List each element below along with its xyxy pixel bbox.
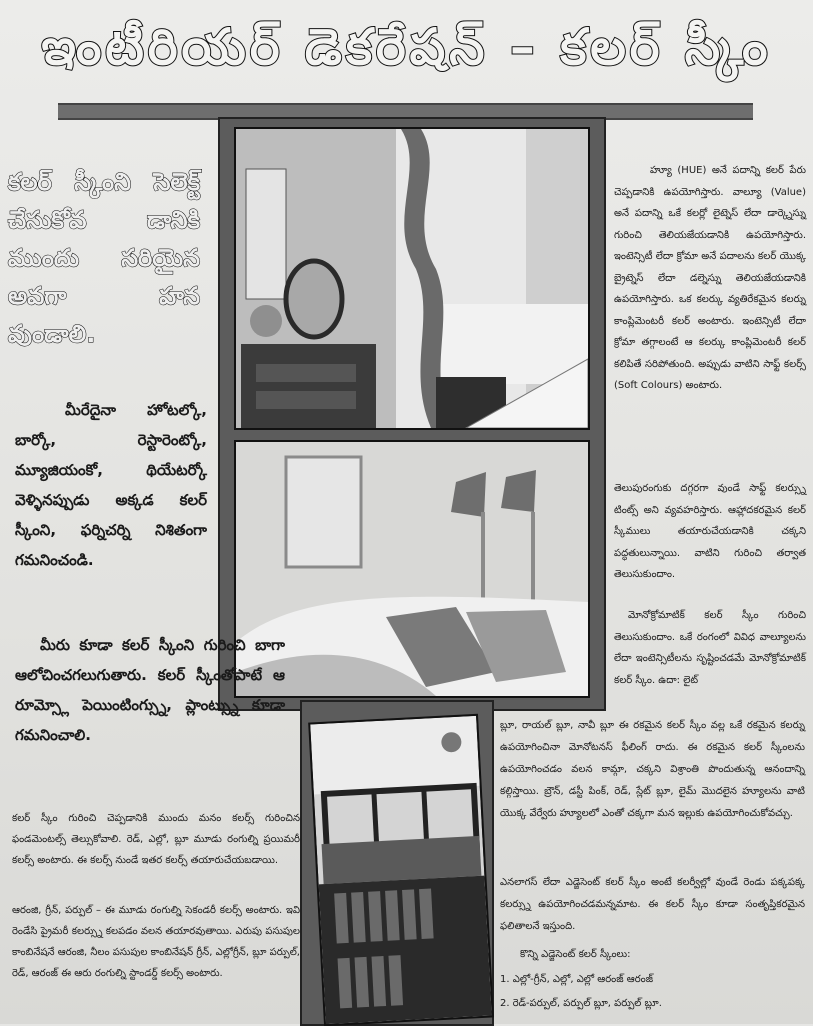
page-title: ఇంటీరియర్ డెకరేషన్ – కలర్ స్కీం: [41, 18, 772, 76]
left-small-paragraph-1: కలర్ స్కీం గురించి చెప్పడానికి ముందు మనం కలర్స్ గురించిన ఫండమెంటల్స్ తెల్సుకోవాలి. రెడ్, ఎల్లో, బ్లూ మూడు రంగుల్ని ప్రయిమరీ కలర్స్ అంటారు. ఈ కలర్స్ నుండే ఇతర కలర్స్ తయారుచేయబడాయి.: [12, 813, 300, 866]
left-small-paragraph-2: ఆరంజి, గ్రీన్, పర్పుల్ – ఈ మూడు రంగుల్ని సెకండరీ కలర్స్ అంటారు. ఇవి రెండేసి ప్రైమరీ కలర్స్ను కలపడం వలన తయారవుతాయి. ఎరుపు పసుపుల కాంబినేషనే ఆరంజి, నీలం పసుపుల కాంబినేషన్ గ్రీన్, ఎల్లోగ్రీన్, బ్లూ పర్పుల్, రెడ్, ఆరంజ్ ఈ ఆరు రంగుల్ని స్టాండర్డ్ కలర్స్ అంటారు.: [12, 905, 300, 979]
right-paragraph-1: హ్యూ (HUE) అనే పదాన్ని కలర్ పేరు చెప్పడానికి ఉపయోగిస్తారు. వాల్యూ (Value) అనే పదాన్ని ఒకే కలర్లో లైట్నెస్ లేదా డార్క్నెస్ను గురించి తెలియజేయడానికి ఉపయోగిస్తారు. ఇంటెన్సిటీ లేదా క్రోమా అనే పదాలను కలర్ యొక్క బ్రైట్నెస్ లేదా డల్నెస్ను తెలియజేయడానికి ఉపయోగిస్తారు. ఒక కలర్కు వ్యతిరేకమైన కలర్ను కాంప్లిమెంటరీ కలర్ అంటారు. ఇంటెన్సిటీ లేదా క్రోమా తగ్గాలంటే ఆ కలర్కు కాంప్లిమెంటరీ కలర్ కలిపితే సరిపోతుంది. అప్పుడు వాటిని సాఫ్ట్ కలర్స్ (Soft Colours) అంటారు.: [614, 165, 806, 391]
bottom-right-paragraph-2: ఎనలాగస్ లేదా ఎడ్జెసెంట్ కలర్ స్కీం అంటే కలర్వీల్లో వుండే రెండు పక్కపక్క కలర్స్ను ఉపయోగించడమన్నమాట. ఈ కలర్ స్కీం కూడా సంతృప్తికరమైన ఫలితాలనే ఇస్తుంది.: [500, 877, 805, 932]
list-item: 2. రెడ్-పర్పుల్, పర్పుల్ బ్లూ, పర్పుల్ బ్లూ.: [500, 998, 662, 1009]
lead-paragraph: కలర్ స్కీంని సెలెక్ట్ చేసుకోవ డానికి ముందు సరియైన అవగా హన వుండాలి.: [8, 168, 200, 348]
list-item: 1. ఎల్లో-గ్రీన్, ఎల్లో, ఎల్లో ఆరంజ్ ఆరంజ్: [500, 974, 654, 985]
left-paragraph-1: మీరేదైనా హోటల్కో, బార్కో, రెస్టారెంట్కో, మ్యూజియంకో, థియేటర్కో వెళ్ళినప్పుడు అక్కడ కలర్ స్కీంని, ఫర్నిచర్ని నిశితంగా గమనించండి.: [15, 401, 207, 569]
right-paragraph-2: తెలుపురంగుకు దగ్గరగా వుండే సాఫ్ట్ కలర్స్ను టింట్స్ అని వ్యవహరిస్తారు. ఆహ్లాదకరమైన కలర్ స్కీములు తయారుచేయడానికి చక్కని పద్ధతులున్నాయి. వాటిని గురించి తర్వాత తెలుసుకుందాం.: [614, 483, 806, 580]
bottom-right-paragraph-1: బ్లూ, రాయల్ బ్లూ, నావీ బ్లూ ఈ రకమైన కలర్ స్కీం వల్ల ఒకే రకమైన కలర్ను ఉపయోగించినా మోనోటనస్ ఫీలింగ్ రాదు. ఈ రకమైన కలర్ స్కీంలను ఉపయోగించడం వలన కామ్గా, చక్కని విశ్రాంతి పొందుతున్న ఆనందాన్ని కల్గిస్తాయి. బ్రౌన్, డస్టీ పింక్, రెడ్, స్లేట్ బ్లూ, లైమ్ మొదలైన హ్యూలను వాటి యొక్క వేర్వేరు హ్యూలలో ఎంతో చక్కగా మన ఇల్లుకు ఉపయోగించుకోవచ్చు.: [500, 720, 805, 819]
adjacent-schemes-heading: కొన్ని ఎడ్జెసెంట్ కలర్ స్కీంలు:: [520, 949, 631, 960]
bed-photo: [234, 440, 590, 698]
right-paragraph-3: మోనోక్రోమాటిక్ కలర్ స్కీం గురించి తెలుసుకుందాం. ఒకే రంగంలో వివిధ వాల్యూలను లేదా ఇంటెన్సిటీలను సృష్టించడమే మోనోక్రోమాటిక్ కలర్ స్కీం. ఉదా: లైట్: [614, 610, 806, 686]
bedroom-dresser-photo: [234, 127, 590, 430]
bookshelf-bed-photo: [308, 714, 494, 1026]
adjacent-schemes-list: [500, 968, 800, 1016]
left-paragraph-2: మీరు కూడా కలర్ స్కీంని గురించి బాగా ఆలోచించగలుగుతారు. కలర్ స్కీంతోపాటే ఆ రూమ్స్లో పెయింటింగ్స్ను, ప్లాంట్స్ను కూడా గమనించాలి.: [15, 636, 285, 744]
